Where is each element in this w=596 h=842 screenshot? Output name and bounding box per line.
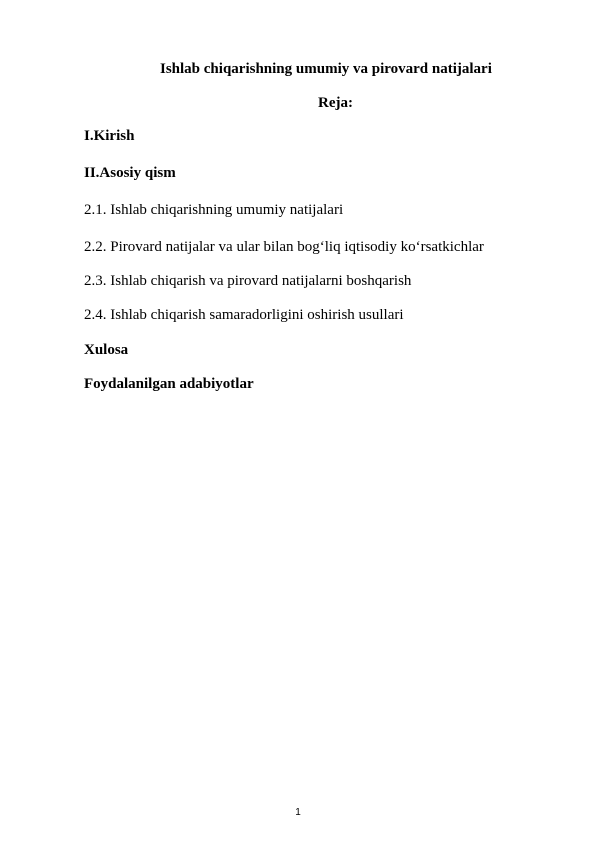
- outline-item-2-1: 2.1. Ishlab chiqarishning umumiy natijalari: [84, 202, 344, 218]
- outline-item-main-part: II.Asosiy qism: [84, 165, 176, 181]
- outline-item-2-3: 2.3. Ishlab chiqarish va pirovard natijalarni boshqarish: [84, 273, 412, 289]
- outline-item-2-2: 2.2. Pirovard natijalar va ular bilan bog‘liq iqtisodiy ko‘rsatkichlar: [84, 239, 484, 255]
- outline-item-introduction: I.Kirish: [84, 128, 135, 144]
- outline-item-references: Foydalanilgan adabiyotlar: [84, 376, 254, 392]
- page-number: 1: [295, 807, 301, 818]
- document-title: Ishlab chiqarishning umumiy va pirovard natijalari: [160, 61, 492, 77]
- plan-heading: Reja:: [318, 95, 353, 111]
- outline-item-2-4: 2.4. Ishlab chiqarish samaradorligini oshirish usullari: [84, 307, 404, 323]
- outline-item-conclusion: Xulosa: [84, 342, 129, 358]
